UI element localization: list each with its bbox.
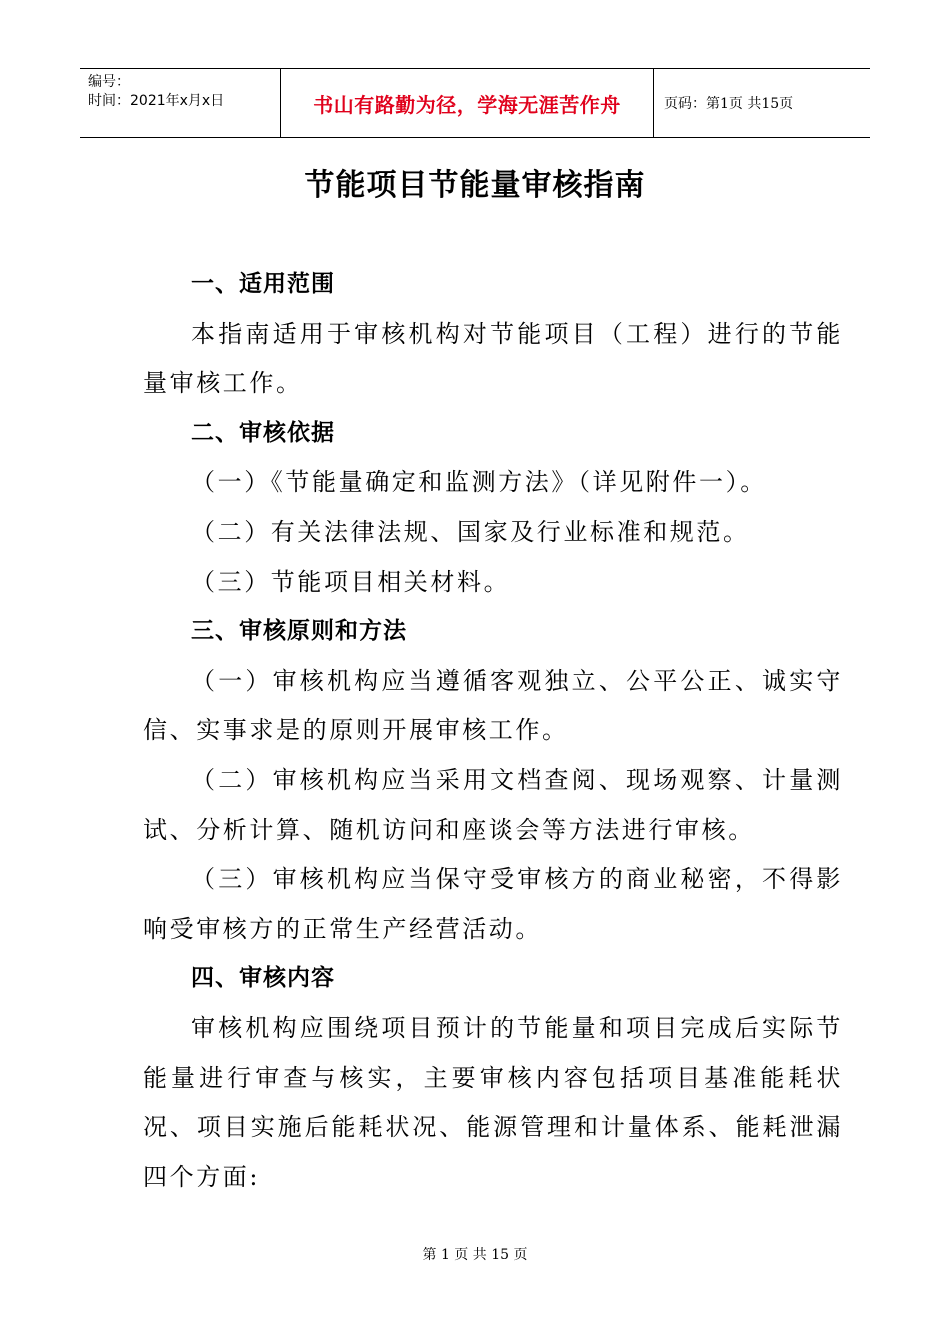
header-motto: 书山有路勤为径，学海无涯苦作舟 bbox=[281, 69, 654, 137]
page-footer: 第 1 页 共 15 页 bbox=[422, 1247, 528, 1263]
paragraph: 审核机构应围绕项目预计的节能量和项目完成后实际节能量进行审查与核实，主要审核内容包括项目基准能耗状况、项目实施后能耗状况、能源管理和计量体系、能耗泄漏四个方面: bbox=[143, 1013, 843, 1191]
paragraph: （三）审核机构应当保守受审核方的商业秘密，不得影响受审核方的正常生产经营活动。 bbox=[143, 865, 843, 943]
document-body bbox=[143, 260, 843, 1202]
header-page-info: 页码：第1页 共15页 bbox=[664, 96, 794, 112]
header-number-label: 编号： bbox=[88, 74, 130, 90]
paragraph: （二）审核机构应当采用文档查阅、现场观察、计量测试、分析计算、随机访问和座谈会等方法进行审核。 bbox=[143, 765, 843, 844]
section-heading: 三、审核原则和方法 bbox=[191, 618, 407, 645]
section-heading: 一、适用范围 bbox=[191, 271, 335, 297]
paragraph: （三）节能项目相关材料。 bbox=[191, 567, 511, 596]
section-heading: 四、审核内容 bbox=[191, 965, 335, 992]
header-meta bbox=[80, 69, 281, 137]
paragraph: （一）《节能量确定和监测方法》（详见附件一）。 bbox=[191, 468, 767, 497]
document-title: 节能项目节能量审核指南 bbox=[304, 168, 646, 203]
page-header bbox=[80, 68, 870, 138]
header-time-label: 时间：2021年x月x日 bbox=[88, 93, 225, 109]
paragraph: 本指南适用于审核机构对节能项目（工程）进行的节能量审核工作。 bbox=[143, 319, 843, 398]
paragraph: （二）有关法律法规、国家及行业标准和规范。 bbox=[191, 517, 750, 546]
section-heading: 二、审核依据 bbox=[191, 419, 335, 446]
paragraph: （一）审核机构应当遵循客观独立、公平公正、诚实守信、实事求是的原则开展审核工作。 bbox=[143, 666, 843, 745]
